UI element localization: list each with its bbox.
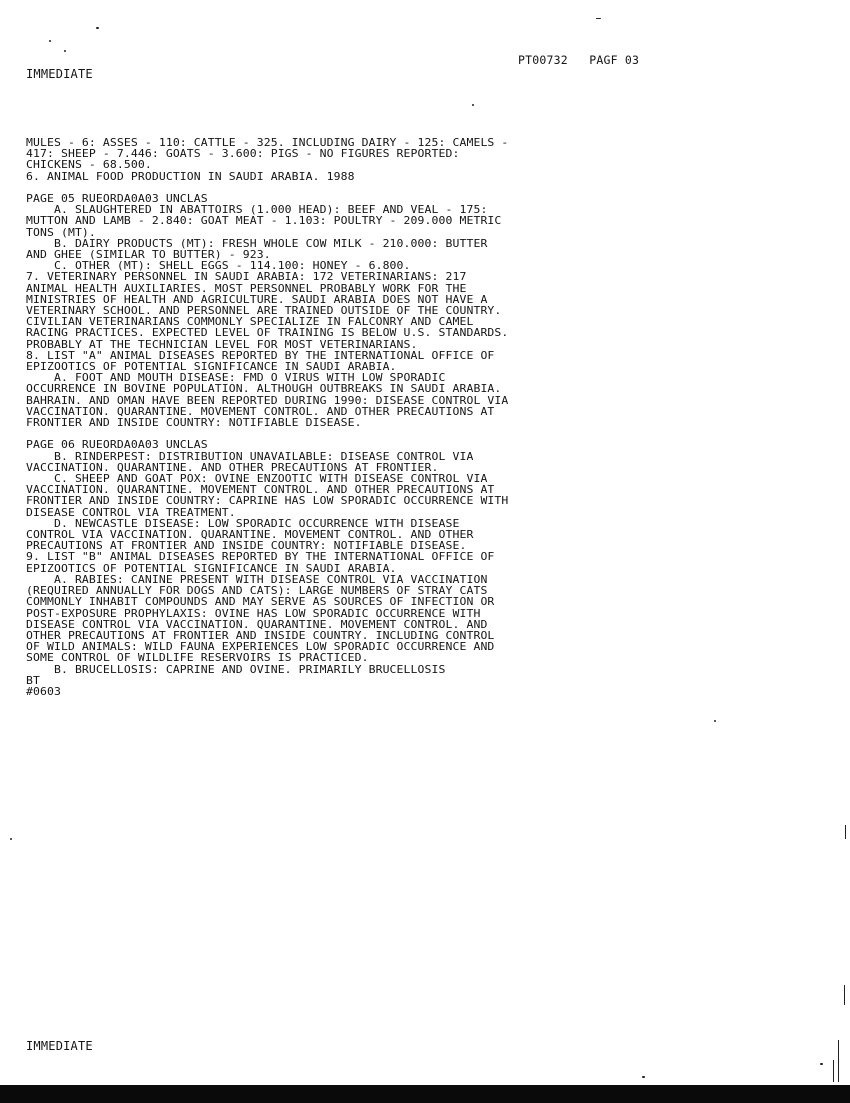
body-line: CONTROL VIA VACCINATION. QUARANTINE. MOVEMENT CONTROL. AND OTHER xyxy=(26,528,474,542)
body-line: 8. LIST "A" ANIMAL DISEASES REPORTED BY THE INTERNATIONAL OFFICE OF xyxy=(26,348,495,362)
scan-speck xyxy=(96,27,99,29)
body-line: B. DAIRY PRODUCTS (MT): FRESH WHOLE COW MILK - 210.000: BUTTER xyxy=(26,236,488,250)
body-line: 7. VETERINARY PERSONNEL IN SAUDI ARABIA: 172 VETERINARIANS: 217 xyxy=(26,270,467,284)
body-line: C. SHEEP AND GOAT POX: OVINE ENZOOTIC WITH DISEASE CONTROL VIA xyxy=(26,472,488,486)
scan-speck xyxy=(714,720,716,722)
body-line: FRONTIER AND INSIDE COUNTRY: NOTIFIABLE DISEASE. xyxy=(26,416,362,430)
body-line: #0603 xyxy=(26,684,61,698)
scan-speck xyxy=(642,1076,645,1078)
body-line: BT xyxy=(26,673,40,687)
scan-speck xyxy=(10,838,12,840)
body-line: B. BRUCELLOSIS: CAPRINE AND OVINE. PRIMARILY BRUCELLOSIS xyxy=(26,662,446,676)
body-line: VETERINARY SCHOOL. AND PERSONNEL ARE TRAINED OUTSIDE OF THE COUNTRY. xyxy=(26,304,502,318)
body-line: VACCINATION. QUARANTINE. MOVEMENT CONTROL. AND OTHER PRECAUTIONS AT xyxy=(26,483,495,497)
scan-speck xyxy=(596,18,601,19)
cable-body xyxy=(26,137,826,697)
body-line: B. RINDERPEST: DISTRIBUTION UNAVAILABLE: DISEASE CONTROL VIA xyxy=(26,449,474,463)
body-line: OF WILD ANIMALS: WILD FAUNA EXPERIENCES LOW SPORADIC OCCURRENCE AND xyxy=(26,640,495,654)
body-line: C. OTHER (MT): SHELL EGGS - 114.100: HONEY - 6.800. xyxy=(26,259,411,273)
precedence-top: IMMEDIATE xyxy=(26,67,93,81)
scan-edge-mark xyxy=(845,825,846,839)
body-line: DISEASE CONTROL VIA VACCINATION. QUARANTINE. MOVEMENT CONTROL. AND xyxy=(26,617,488,631)
body-line: TONS (MT). xyxy=(26,225,96,239)
body-line: D. NEWCASTLE DISEASE: LOW SPORADIC OCCURRENCE WITH DISEASE xyxy=(26,516,460,530)
body-line: BAHRAIN. AND OMAN HAVE BEEN REPORTED DURING 1990: DISEASE CONTROL VIA xyxy=(26,393,509,407)
body-line: PAGE 06 RUEORDA0A03 UNCLAS xyxy=(26,438,208,452)
body-line: OCCURRENCE IN BOVINE POPULATION. ALTHOUGH OUTBREAKS IN SAUDI ARABIA. xyxy=(26,382,502,396)
body-line: 9. LIST "B" ANIMAL DISEASES REPORTED BY THE INTERNATIONAL OFFICE OF xyxy=(26,550,495,564)
body-line: EPIZOOTICS OF POTENTIAL SIGNIFICANCE IN SAUDI ARABIA. xyxy=(26,561,397,575)
scan-speck xyxy=(49,40,51,42)
scan-bottom-border xyxy=(0,1085,850,1103)
body-line: VACCINATION. QUARANTINE. AND OTHER PRECAUTIONS AT FRONTIER. xyxy=(26,460,439,474)
body-line: CHICKENS - 68.500. xyxy=(26,158,152,172)
body-line: MULES - 6: ASSES - 110: CATTLE - 325. INCLUDING DAIRY - 125: CAMELS - xyxy=(26,136,509,149)
body-line: 6. ANIMAL FOOD PRODUCTION IN SAUDI ARABIA. 1988 xyxy=(26,169,355,183)
body-line: OTHER PRECAUTIONS AT FRONTIER AND INSIDE COUNTRY. INCLUDING CONTROL xyxy=(26,628,495,642)
body-line: DISEASE CONTROL VIA TREATMENT. xyxy=(26,505,236,519)
body-line: RACING PRACTICES. EXPECTED LEVEL OF TRAINING IS BELOW U.S. STANDARDS. xyxy=(26,326,509,340)
body-line: COMMONLY INHABIT COMPOUNDS AND MAY SERVE AS SOURCES OF INFECTION OR xyxy=(26,595,495,609)
body-line: POST-EXPOSURE PROPHYLAXIS: OVINE HAS LOW SPORADIC OCCURRENCE WITH xyxy=(26,606,481,620)
scan-speck xyxy=(64,50,66,52)
body-line: CIVILIAN VETERINARIANS COMMONLY SPECIALIZE IN FALCONRY AND CAMEL xyxy=(26,315,474,329)
body-line: VACCINATION. QUARANTINE. MOVEMENT CONTROL. AND OTHER PRECAUTIONS AT xyxy=(26,404,495,418)
body-line: ANIMAL HEALTH AUXILIARIES. MOST PERSONNEL PROBABLY WORK FOR THE xyxy=(26,281,467,295)
scan-edge-mark xyxy=(838,1040,839,1082)
scan-edge-mark xyxy=(844,985,845,1005)
body-line: A. SLAUGHTERED IN ABATTOIRS (1.000 HEAD): BEEF AND VEAL - 175: xyxy=(26,203,488,217)
body-line: A. FOOT AND MOUTH DISEASE: FMD O VIRUS WITH LOW SPORADIC xyxy=(26,371,446,385)
scan-speck xyxy=(472,104,474,106)
body-line: PAGE 05 RUEORDA0A03 UNCLAS xyxy=(26,192,208,205)
body-line: A. RABIES: CANINE PRESENT WITH DISEASE CONTROL VIA VACCINATION xyxy=(26,572,488,586)
body-line: (REQUIRED ANNUALLY FOR DOGS AND CATS): LARGE NUMBERS OF STRAY CATS xyxy=(26,584,488,598)
body-line: FRONTIER AND INSIDE COUNTRY: CAPRINE HAS LOW SPORADIC OCCURRENCE WITH xyxy=(26,494,509,508)
body-line: SOME CONTROL OF WILDLIFE RESERVOIRS IS PRACTICED. xyxy=(26,651,369,665)
body-line: AND GHEE (SIMILAR TO BUTTER) - 923. xyxy=(26,248,271,262)
scan-speck xyxy=(820,1063,823,1065)
body-line: MINISTRIES OF HEALTH AND AGRICULTURE. SAUDI ARABIA DOES NOT HAVE A xyxy=(26,292,488,306)
page-ref: PT00732 PAGF 03 xyxy=(518,53,640,67)
body-line: EPIZOOTICS OF POTENTIAL SIGNIFICANCE IN SAUDI ARABIA. xyxy=(26,360,397,374)
body-line: 417: SHEEP - 7.446: GOATS - 3.600: PIGS - NO FIGURES REPORTED: xyxy=(26,147,460,161)
body-line: PROBABLY AT THE TECHNICIAN LEVEL FOR MOST VETERINARIANS. xyxy=(26,337,418,351)
body-line: MUTTON AND LAMB - 2.840: GOAT MEAT - 1.103: POULTRY - 209.000 METRIC xyxy=(26,214,502,228)
scan-edge-mark xyxy=(833,1060,834,1082)
body-line: PRECAUTIONS AT FRONTIER AND INSIDE COUNTRY: NOTIFIABLE DISEASE. xyxy=(26,539,467,553)
precedence-bottom: IMMEDIATE xyxy=(26,1039,93,1053)
